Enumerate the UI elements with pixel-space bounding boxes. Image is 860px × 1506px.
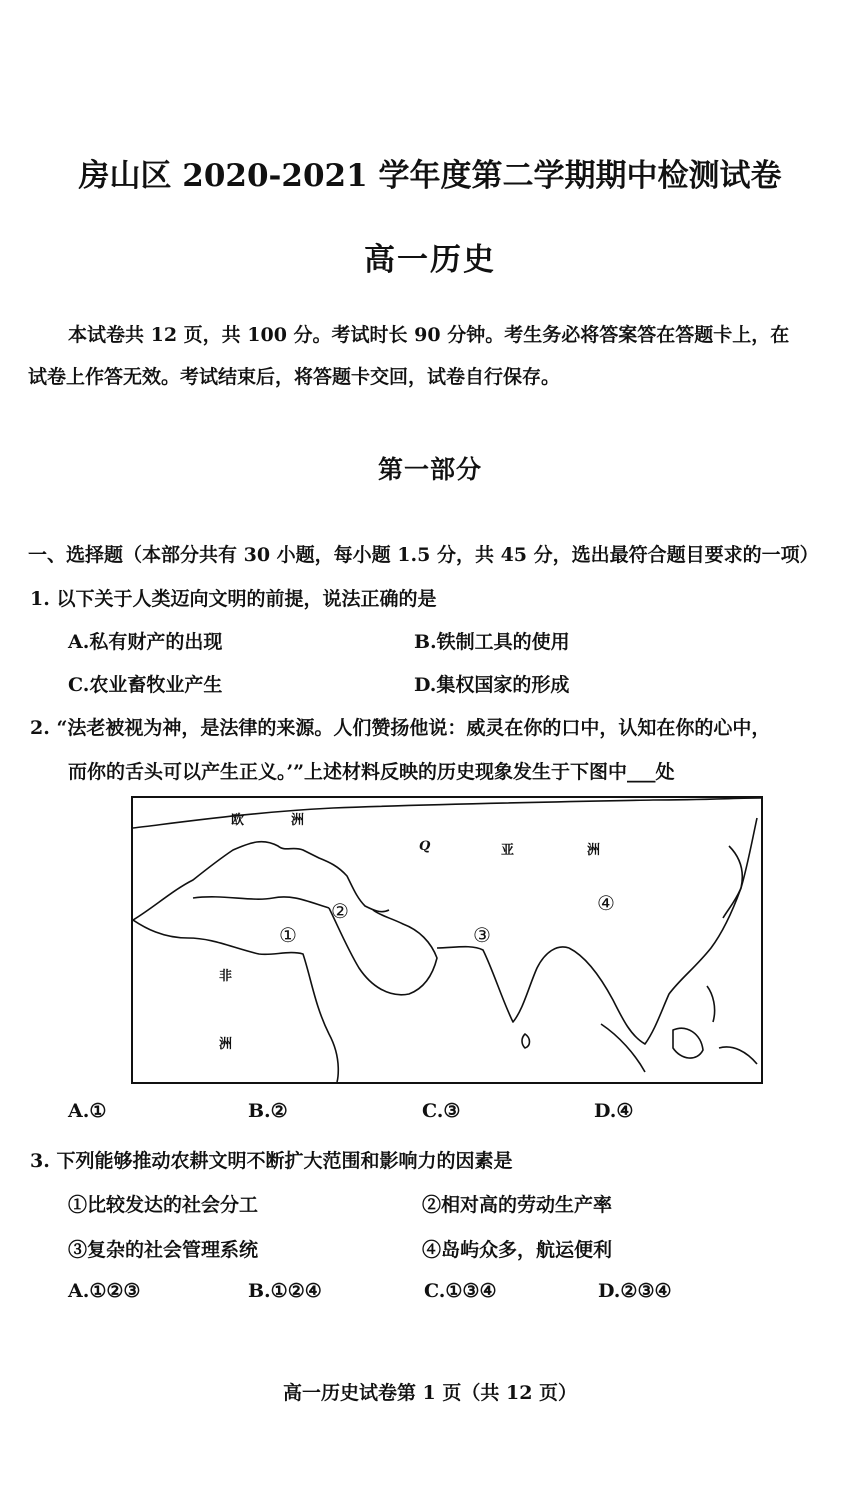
map-label-asia-2: 洲: [587, 843, 601, 858]
map-label-asia-1: 亚: [501, 843, 515, 858]
question-2-option-a: A.①: [68, 1100, 107, 1122]
exam-title: 房山区 2020-2021 学年度第二学期期中检测试卷: [78, 158, 782, 194]
map-label-europe-2: 洲: [291, 813, 305, 828]
island-sumatra: [601, 1024, 645, 1072]
question-3-option-a: A.①②③: [68, 1280, 141, 1302]
section-heading: 一、选择题（本部分共有 30 小题，每小题 1.5 分，共 45 分，选出最符合题目要求的一项）: [28, 544, 819, 566]
question-2-option-b: B.②: [248, 1100, 288, 1122]
island-philippines: [707, 986, 715, 1022]
question-1-option-a: A.私有财产的出现: [68, 631, 223, 653]
island-new-guinea: [719, 1047, 757, 1064]
exam-subject: 高一历史: [364, 242, 496, 278]
question-3-option-c: C.①③④: [424, 1280, 497, 1302]
map-marker-3: ③: [473, 923, 491, 947]
question-1-option-b: B.铁制工具的使用: [414, 631, 570, 653]
question-2-option-d: D.④: [594, 1100, 634, 1122]
page-footer: 高一历史试卷第 1 页（共 12 页）: [282, 1382, 578, 1404]
map-marker-2: ②: [331, 899, 349, 923]
question-1-option-c: C.农业畜牧业产生: [68, 674, 223, 696]
north-asia-coastline: [133, 798, 761, 828]
question-2-stem-line-1: 2. “法老被视为神，是法律的来源。人们赞扬他说：威灵在你的口中，认知在你的心中，: [30, 717, 771, 739]
map-label-africa-1: 非: [219, 969, 233, 984]
island-sri-lanka: [522, 1034, 530, 1048]
question-2-stem-line-2: 而你的舌头可以产生正义。’”上述材料反映的历史现象发生于下图中___处: [68, 761, 675, 783]
historical-map: [131, 796, 763, 1084]
instruction-line-1: 本试卷共 12 页，共 100 分。考试时长 90 分钟。考生务必将答案答在答题卡上，在: [68, 324, 790, 346]
island-borneo: [673, 1028, 703, 1058]
question-3-option-b: B.①②④: [248, 1280, 322, 1302]
part-heading: 第一部分: [377, 455, 482, 484]
africa-coastline: [133, 920, 338, 1082]
question-3-option-d: D.②③④: [598, 1280, 672, 1302]
india-coastline: [437, 947, 569, 1022]
question-3-item-2: ②相对高的劳动生产率: [422, 1194, 613, 1216]
question-3-item-1: ①比较发达的社会分工: [68, 1194, 259, 1216]
europe-africa-coastline: [133, 842, 389, 920]
question-2-option-c: C.③: [422, 1100, 461, 1122]
question-3-item-3: ③复杂的社会管理系统: [68, 1239, 259, 1261]
question-3-stem: 3. 下列能够推动农耕文明不断扩大范围和影响力的因素是: [30, 1150, 513, 1172]
mediterranean-coastline: [193, 897, 329, 908]
map-marker-1: ①: [279, 923, 297, 947]
instruction-line-2: 试卷上作答无效。考试结束后，将答题卡交回，试卷自行保存。: [28, 366, 561, 388]
map-label-africa-2: 洲: [219, 1037, 233, 1052]
question-1-stem: 1. 以下关于人类迈向文明的前提，说法正确的是: [30, 588, 437, 610]
question-1-option-d: D.集权国家的形成: [414, 674, 570, 696]
map-label-europe-1: 欧: [231, 813, 245, 828]
map-label-sea-mark: Q: [419, 839, 431, 854]
map-marker-4: ④: [597, 891, 615, 915]
question-3-item-4: ④岛屿众多，航运便利: [422, 1239, 613, 1261]
